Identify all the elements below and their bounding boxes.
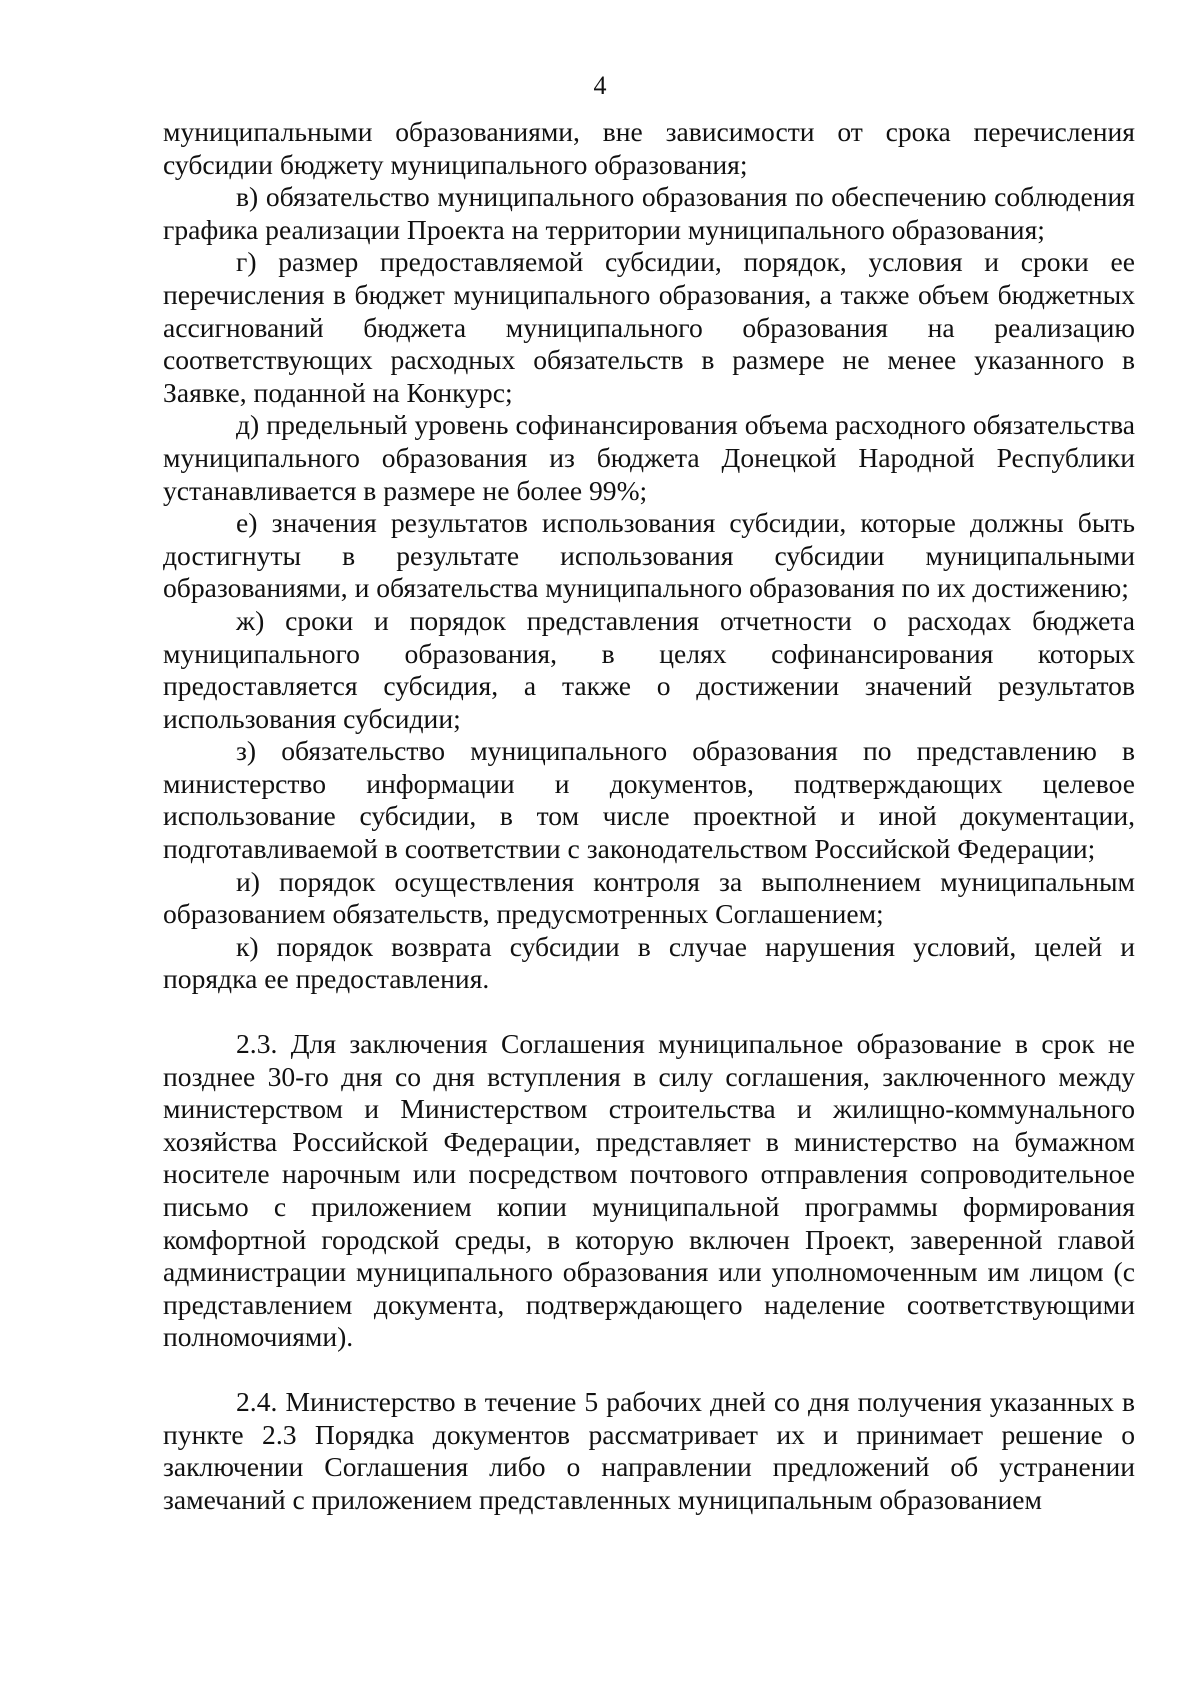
paragraph-item-k: к) порядок возврата субсидии в случае нарушения условий, целей и порядка ее предоставления. (163, 930, 1135, 995)
paragraph-section-2-4: 2.4. Министерство в течение 5 рабочих дней со дня получения указанных в пункте 2.3 Порядка документов рассматривает их и принимает решение о заключении Соглашения либо о направлении предложений об устранении замечаний с приложением представленных муниципальным образованием (163, 1385, 1135, 1515)
paragraph-item-zh: ж) сроки и порядок представления отчетности о расходах бюджета муниципального образования, в целях софинансирования которых предоставляется субсидия, а также о достижении значений результатов использования субсидии; (163, 604, 1135, 734)
paragraph-item-d: д) предельный уровень софинансирования объема расходного обязательства муниципального образования из бюджета Донецкой Народной Республики устанавливается в размере не более 99%; (163, 409, 1135, 506)
paragraph-section-2-3: 2.3. Для заключения Соглашения муниципальное образование в срок не позднее 30-го дня со дня вступления в силу соглашения, заключенного между министерством и Министерством строительства и жилищно-коммунального хозяйства Российской Федерации, представляет в министерство на бумажном носителе нарочным или посредством почтового отправления сопроводительное письмо с приложением копии муниципальной программы формирования комфортной городской среды, в которую включен Проект, заверенной главой администрации муниципального образования или уполномоченным им лицом (с представлением документа, подтверждающего наделение соответствующими полномочиями). (163, 1028, 1135, 1353)
paragraph-item-e: е) значения результатов использования субсидии, которые должны быть достигнуты в результате использования субсидии муниципальными образованиями, и обязательства муниципального образования по их достижению; (163, 507, 1135, 604)
document-body (163, 116, 1135, 1516)
paragraph-continuation: муниципальными образованиями, вне зависимости от срока перечисления субсидии бюджету муниципального образования; (163, 116, 1135, 180)
paragraph-item-z: з) обязательство муниципального образования по представлению в министерство информации и документов, подтверждающих целевое использование субсидии, в том числе проектной и иной документации, подготавливаемой в соответствии с законодательством Российской Федерации; (163, 735, 1135, 865)
paragraph-item-i: и) порядок осуществления контроля за выполнением муниципальным образованием обязательств, предусмотренных Соглашением; (163, 865, 1135, 930)
page-number: 4 (593, 71, 607, 100)
paragraph-item-v: в) обязательство муниципального образования по обеспечению соблюдения графика реализации Проекта на территории муниципального образования; (163, 181, 1135, 245)
paragraph-item-g: г) размер предоставляемой субсидии, порядок, условия и сроки ее перечисления в бюджет муниципального образования, а также объем бюджетных ассигнований бюджета муниципального образования на реализацию соответствующих расходных обязательств в размере не менее указанного в Заявке, поданной на Конкурс; (163, 246, 1135, 408)
